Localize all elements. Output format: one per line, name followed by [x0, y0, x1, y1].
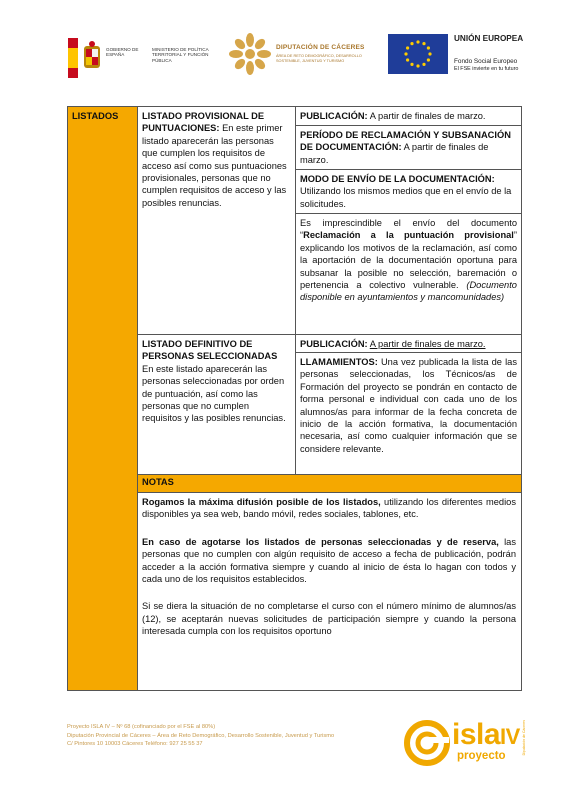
notes-p2-bold: En caso de agotarse los listados de personas seleccionadas y de reserva, [142, 536, 499, 547]
reclamacion-pre: Es imprescindible el envío del documento “ [300, 218, 517, 241]
notes-p1-bold: Rogamos la máxima difusión posible de los listados, [142, 497, 381, 507]
spain-flag-icon [68, 38, 78, 78]
publicacion-2-label: PUBLICACIÓN: [300, 339, 368, 349]
isla-spiral-icon [404, 720, 450, 766]
section-label: LISTADOS [72, 111, 119, 121]
footer-line-1: Proyecto ISLA IV – Nº 68 (cofinanciado por el FSE al 80%) [67, 724, 216, 730]
gobierno-logo [68, 38, 218, 80]
reclamacion-note: (Documento disponible en ayuntamientos y mancomunidades) [300, 280, 517, 303]
eu-flag-icon [388, 34, 448, 74]
ministerio-label: MINISTERIO DE POLÍTICA TERRITORIAL Y FUNCIÓN PÚBLICA [152, 47, 209, 63]
reclamacion-post: ” explicando los motivos de la reclamación, así como la aportación de la documentación oportuna para subsanar la posible no selección, baremación o pertenencia a colectivo vulnerable. [300, 230, 517, 291]
periodo-label: PERÍODO DE RECLAMACIÓN Y SUBSANACIÓN DE DOCUMENTACIÓN: [300, 130, 511, 153]
notes-paragraph-2 [142, 536, 516, 586]
listados-table [67, 106, 522, 691]
eu-slogan: El FSE invierte en tu futuro [454, 66, 519, 72]
publicacion-2-value: A partir de finales de marzo. [369, 339, 486, 349]
notes-header: NOTAS [138, 474, 521, 493]
isla-iv-logo [404, 716, 536, 772]
isla-wordmark [452, 719, 520, 753]
notes-body [142, 496, 516, 653]
notes-paragraph-3: Si se diera la situación de no completarse el curso con el número mínimo de alumnos/as (12), se aceptarán nuevas solicitudes de participación siempre y cuando la persona interesada cumpla con los requisitos oportuno [142, 601, 516, 637]
provisional-cell [138, 107, 295, 334]
llamamientos-cell [295, 353, 521, 474]
llamamientos-value: Una vez publicada la lista de las personas seleccionadas, los Técnicos/as de Formación del proyecto se pondrán en contacto de forma personal e individual con cada uno de los alumnos/as para informar de la fecha concreta de inicio de la acción formativa, la documentación necesaria, así como cualquier información que se considere relevante. [300, 357, 517, 454]
footer-line-3: C/ Pintores 10 10003 Cáceres Teléfono: 927 25 55 37 [67, 741, 203, 748]
union-europea-logo [388, 32, 538, 82]
notes-p1-rest: utilizando los diferentes medios disponibles ya sea web, bando móvil, redes sociales, tablones, etc. [142, 497, 516, 520]
diputacion-logo [226, 30, 386, 80]
diputacion-subtitle: ÁREA DE RETO DEMOGRÁFICO, DESARROLLO SOSTENIBLE, JUVENTUD Y TURISMO [276, 54, 362, 63]
coat-of-arms-icon [82, 40, 102, 74]
definitivo-cell [138, 334, 295, 474]
modo-envio-label: MODO DE ENVÍO DE LA DOCUMENTACIÓN: [300, 174, 495, 184]
footer-line-2: Diputación Provincial de Cáceres – Área de Reto Demográfico, Desarrollo Sostenible, Juventud y Turismo [67, 732, 335, 739]
definitivo-body: En este listado aparecerán las personas seleccionadas por orden de puntuación, así como las personas que no cumplen requisitos y las posibles renuncias. [142, 363, 286, 424]
section-label-column [68, 107, 138, 690]
isla-subtitle: proyecto [457, 750, 506, 762]
notes-p2-rest: las personas que no cumplen con algún requisito de acceso a fecha de publicación, podrán acceder a la acción formativa siempre y cuando al inicio de ésta lo hagan con todos y cada uno de los requisitos establecidos. [142, 536, 516, 585]
gobierno-label: GOBIERNO DE ESPAÑA [106, 47, 139, 58]
diputacion-emblem-icon [226, 32, 274, 76]
diputacion-title: DIPUTACIÓN DE CÁCERES [276, 44, 365, 51]
periodo-value: A partir de finales de marzo. [300, 142, 489, 165]
provisional-body: En este primer listado aparecerán las personas que cumplen los requisitos de acceso así como sus puntuaciones provisionales, personas que no cumplen requisitos de acceso y las posibles renuncias. [142, 123, 287, 208]
modo-envio-value: Utilizando los mismos medios que en el envío de la solicitudes. [300, 186, 512, 209]
publicacion-1-cell [295, 107, 521, 126]
eu-fund-label: Fondo Social Europeo [454, 58, 518, 65]
eu-title: UNIÓN EUROPEA [454, 34, 524, 43]
reclamacion-cell [295, 214, 521, 334]
modo-envio-cell [295, 170, 521, 214]
page-header [0, 30, 566, 90]
provisional-title: LISTADO PROVISIONAL DE PUNTUACIONES: [142, 111, 265, 134]
periodo-cell [295, 126, 521, 170]
isla-suffix: IV [500, 724, 520, 749]
publicacion-1-label: PUBLICACIÓN: [300, 111, 368, 121]
publicacion-1-value: A partir de finales de marzo. [369, 111, 486, 121]
isla-tagline: Diputación de Cáceres [522, 720, 526, 756]
definitivo-title: LISTADO DEFINITIVO DE PERSONAS SELECCIONADAS [142, 339, 278, 362]
page-footer [67, 723, 334, 749]
reclamacion-doc-name: Reclamación a la puntuación provisional [303, 230, 514, 241]
llamamientos-label: LLAMAMIENTOS: [300, 357, 378, 367]
isla-word: isla [452, 718, 501, 751]
publicacion-2-cell [295, 334, 521, 353]
notes-paragraph-1 [142, 496, 516, 521]
